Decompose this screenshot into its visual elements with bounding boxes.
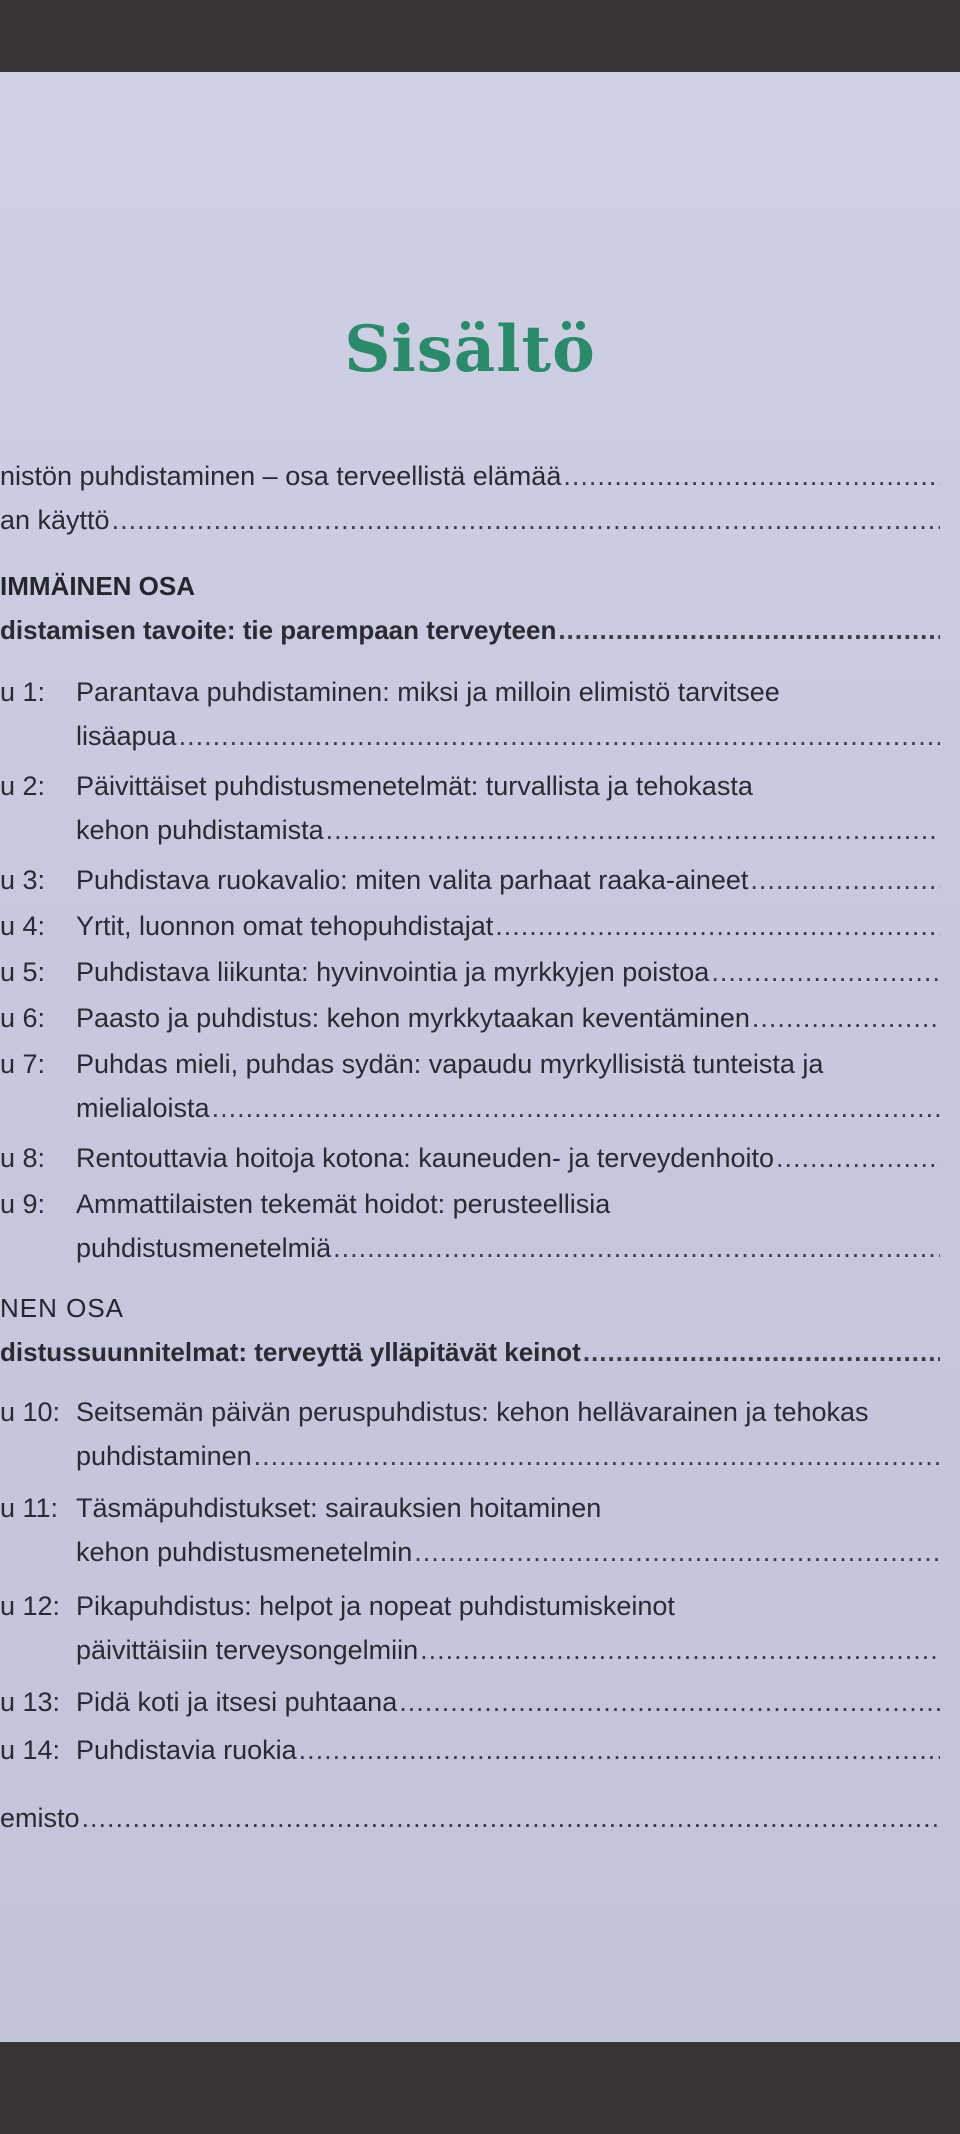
chapter-number: u 9: xyxy=(0,1189,46,1219)
chapter-title: Puhdistava liikunta: hyvinvointia ja myrkkyjen poistoa xyxy=(76,957,710,987)
chapter-title: Puhdistavia ruokia xyxy=(76,1735,297,1765)
toc-chapter-9 xyxy=(0,1182,940,1270)
chapter-number: u 11: xyxy=(0,1493,59,1523)
toc-chapter-2 xyxy=(0,764,940,852)
toc-chapter-12 xyxy=(0,1584,940,1672)
chapter-title: Seitsemän päivän peruspuhdistus: kehon hellävarainen ja tehokas xyxy=(76,1397,869,1427)
leader-dots xyxy=(112,498,940,542)
chapter-title: Paasto ja puhdistus: kehon myrkkytaakan keventäminen xyxy=(76,1003,750,1033)
chapter-title-cont: lisäapua xyxy=(76,721,177,751)
leader-dots xyxy=(750,858,940,902)
chapter-title: Puhdistava ruokavalio: miten valita parhaat raaka-aineet xyxy=(76,865,749,895)
part-two-subtitle xyxy=(0,1330,940,1374)
chapter-title: Täsmäpuhdistukset: sairauksien hoitaminen xyxy=(76,1493,602,1523)
chapter-title-cont: kehon puhdistamista xyxy=(76,815,324,845)
leader-dots xyxy=(333,1226,940,1270)
page-title: Sisältö xyxy=(344,312,596,387)
chapter-title: Parantava puhdistaminen: miksi ja milloin elimistö tarvitsee xyxy=(76,677,780,707)
toc-entry-intro-2 xyxy=(0,498,940,542)
book-page xyxy=(0,72,960,2042)
leader-dots xyxy=(558,608,940,652)
leader-dots xyxy=(254,1434,940,1478)
chapter-title: Ammattilaisten tekemät hoidot: perusteellisia xyxy=(76,1189,611,1219)
toc-entry-intro-1 xyxy=(0,454,940,498)
toc-entry-text: an käyttö xyxy=(0,505,110,535)
chapter-number: u 5: xyxy=(0,957,46,987)
toc-chapter-5 xyxy=(0,950,940,994)
toc-entry-index xyxy=(0,1796,940,1840)
toc-chapter-13 xyxy=(0,1680,940,1724)
toc-chapter-14 xyxy=(0,1728,940,1772)
chapter-number: u 10: xyxy=(0,1397,61,1427)
leader-dots xyxy=(326,808,940,852)
part-two-subtitle-text: distussuunnitelmat: terveyttä ylläpitävät keinot xyxy=(0,1337,581,1367)
leader-dots xyxy=(711,950,940,994)
chapter-title-cont: mielialoista xyxy=(76,1093,210,1123)
toc-chapter-3 xyxy=(0,858,940,902)
leader-dots xyxy=(399,1680,940,1724)
leader-dots xyxy=(212,1086,940,1130)
chapter-number: u 13: xyxy=(0,1687,61,1717)
leader-dots xyxy=(82,1796,940,1840)
chapter-title: Yrtit, luonnon omat tehopuhdistajat xyxy=(76,911,494,941)
chapter-number: u 2: xyxy=(0,771,46,801)
leader-dots xyxy=(583,1330,940,1374)
chapter-title: Päivittäiset puhdistusmenetelmät: turvallista ja tehokasta xyxy=(76,771,753,801)
toc-chapter-10 xyxy=(0,1390,940,1478)
toc-chapter-7 xyxy=(0,1042,940,1130)
toc-chapter-8 xyxy=(0,1136,940,1180)
part-one-subtitle-text: distamisen tavoite: tie parempaan terveyteen xyxy=(0,615,557,645)
toc-chapter-1 xyxy=(0,670,940,758)
toc-entry-text: nistön puhdistaminen – osa terveellistä elämää xyxy=(0,461,562,491)
toc-chapter-6 xyxy=(0,996,940,1040)
chapter-number: u 4: xyxy=(0,911,46,941)
chapter-number: u 1: xyxy=(0,677,46,707)
chapter-number: u 14: xyxy=(0,1735,61,1765)
leader-dots xyxy=(414,1530,940,1574)
leader-dots xyxy=(495,904,940,948)
chapter-number: u 3: xyxy=(0,865,46,895)
chapter-number: u 8: xyxy=(0,1143,46,1173)
chapter-title-cont: puhdistaminen xyxy=(76,1441,252,1471)
chapter-title: Pidä koti ja itsesi puhtaana xyxy=(76,1687,398,1717)
leader-dots xyxy=(179,714,940,758)
toc-chapter-4 xyxy=(0,904,940,948)
chapter-number: u 6: xyxy=(0,1003,46,1033)
part-two-label: NEN OSA xyxy=(0,1293,125,1323)
chapter-title: Puhdas mieli, puhdas sydän: vapaudu myrkyllisistä tunteista ja xyxy=(76,1049,824,1079)
part-one-label: IMMÄINEN OSA xyxy=(0,571,195,601)
leader-dots xyxy=(752,996,940,1040)
chapter-title: Rentouttavia hoitoja kotona: kauneuden- ja terveydenhoito xyxy=(76,1143,774,1173)
chapter-title-cont: puhdistusmenetelmiä xyxy=(76,1233,332,1263)
leader-dots xyxy=(776,1136,940,1180)
leader-dots xyxy=(563,454,940,498)
part-one-subtitle xyxy=(0,608,940,652)
chapter-number: u 12: xyxy=(0,1591,61,1621)
chapter-title: Pikapuhdistus: helpot ja nopeat puhdistumiskeinot xyxy=(76,1591,675,1621)
leader-dots xyxy=(420,1628,940,1672)
toc-chapter-11 xyxy=(0,1486,940,1574)
chapter-title-cont: päivittäisiin terveysongelmiin xyxy=(76,1635,419,1665)
leader-dots xyxy=(299,1728,940,1772)
chapter-title-cont: kehon puhdistusmenetelmin xyxy=(76,1537,413,1567)
chapter-number: u 7: xyxy=(0,1049,46,1079)
toc-entry-text: emisto xyxy=(0,1803,80,1833)
